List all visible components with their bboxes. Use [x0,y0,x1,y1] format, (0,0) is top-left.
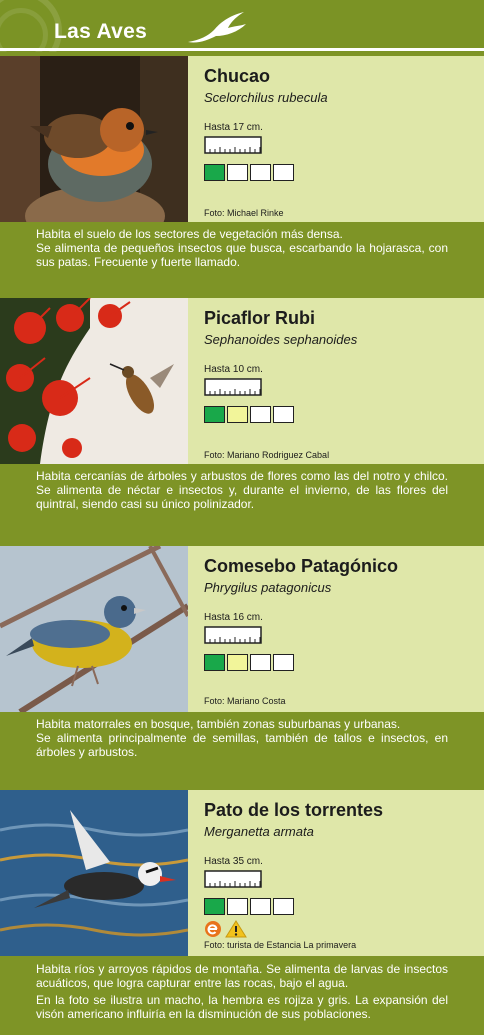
bird-description [0,464,484,551]
scale-cell [273,654,294,671]
bird-info-panel [188,56,484,222]
bird-scientific-name: Phrygilus patagonicus [204,580,332,595]
bird-card-pato [0,790,484,1029]
bird-name: Comesebo Patagónico [204,556,399,576]
bird-info-panel [188,790,484,956]
bird-scientific-name: Scelorchilus rubecula [204,90,328,105]
bird-name: Chucao [204,66,271,86]
scale-cell [227,164,248,181]
description-text: Habita cercanías de árboles y arbustos de flores como las del notro y chilco. Se alimenta de néctar e insectos y, durante el invierno, de las flores del quintral, siendo casi su único polinizador. [36,469,448,511]
scale-cell [250,654,271,671]
bird-info-panel [188,546,484,712]
bird-size: Hasta 10 cm. [204,364,263,375]
photo-credit: Foto: Michael Rinke [204,208,284,218]
ruler-icon [204,870,262,888]
scale-cell-green [204,164,225,181]
picaflor-photo-illustration [0,298,188,464]
abundance-scale [204,164,296,181]
ruler-icon [204,378,262,396]
scale-cell [227,898,248,915]
header-banner [0,0,484,52]
bird-size: Hasta 17 cm. [204,122,263,133]
scale-cell-green [204,898,225,915]
bird-size: Hasta 16 cm. [204,612,263,623]
ruler-icon [204,626,262,644]
scale-cell-yellow [227,654,248,671]
page-title: Las Aves [54,20,148,43]
bird-photo [0,546,188,712]
scale-cell-green [204,654,225,671]
bird-scientific-name: Sephanoides sephanoides [204,332,358,347]
bird-photo [0,298,188,464]
header-rule [0,48,484,51]
pato-photo-illustration [0,790,188,956]
description-text: Se alimenta de pequeños insectos que busca, escarbando la hojarasca, con sus patas. Frecuente y fuerte llamado. [36,241,448,269]
flying-bird-icon [186,10,248,48]
abundance-scale [204,406,296,423]
bird-scientific-name: Merganetta armata [204,824,314,839]
photo-credit: Foto: turista de Estancia La primavera [204,940,357,950]
description-text: En la foto se ilustra un macho, la hembra es rojiza y gris. La expansión del visón americano influiría en la disminución de sus poblaciones. [36,993,448,1021]
description-text: Habita matorrales en bosque, también zonas suburbanas y urbanas. [36,717,401,731]
photo-credit: Foto: Mariano Rodriguez Cabal [204,450,330,460]
bird-card-picaflor [0,298,484,546]
bird-size: Hasta 35 cm. [204,856,263,867]
status-icons [204,920,247,938]
bird-description [0,712,484,795]
description-text: Se alimenta principalmente de semillas, también de tallos e insectos, en árboles y arbustos. [36,731,448,759]
scale-cell [250,898,271,915]
abundance-scale [204,654,296,671]
scale-cell-yellow [227,406,248,423]
bird-name: Picaflor Rubi [204,308,316,328]
description-text: Habita el suelo de los sectores de vegetación más densa. [36,227,343,241]
bird-photo [0,56,188,222]
scale-cell [250,406,271,423]
bird-card-chucao [0,56,484,298]
ruler-icon [204,136,262,154]
scale-cell [250,164,271,181]
scale-cell [273,406,294,423]
abundance-scale [204,898,296,915]
bird-description [0,956,484,1035]
e-badge-icon [204,920,222,938]
bird-name: Pato de los torrentes [204,800,384,820]
description-text: Habita ríos y arroyos rápidos de montaña. Se alimenta de larvas de insectos acuáticos, que logra capturar entre las rocas, bajo el agua. [36,962,448,990]
comesebo-photo-illustration [0,546,188,712]
scale-cell [273,164,294,181]
scale-cell [273,898,294,915]
warning-icon [225,920,247,938]
bird-description [0,222,484,303]
bird-card-comesebo [0,546,484,790]
bird-info-panel [188,298,484,464]
chucao-photo-illustration [0,56,188,222]
scale-cell-green [204,406,225,423]
bird-photo [0,790,188,956]
photo-credit: Foto: Mariano Costa [204,696,286,706]
